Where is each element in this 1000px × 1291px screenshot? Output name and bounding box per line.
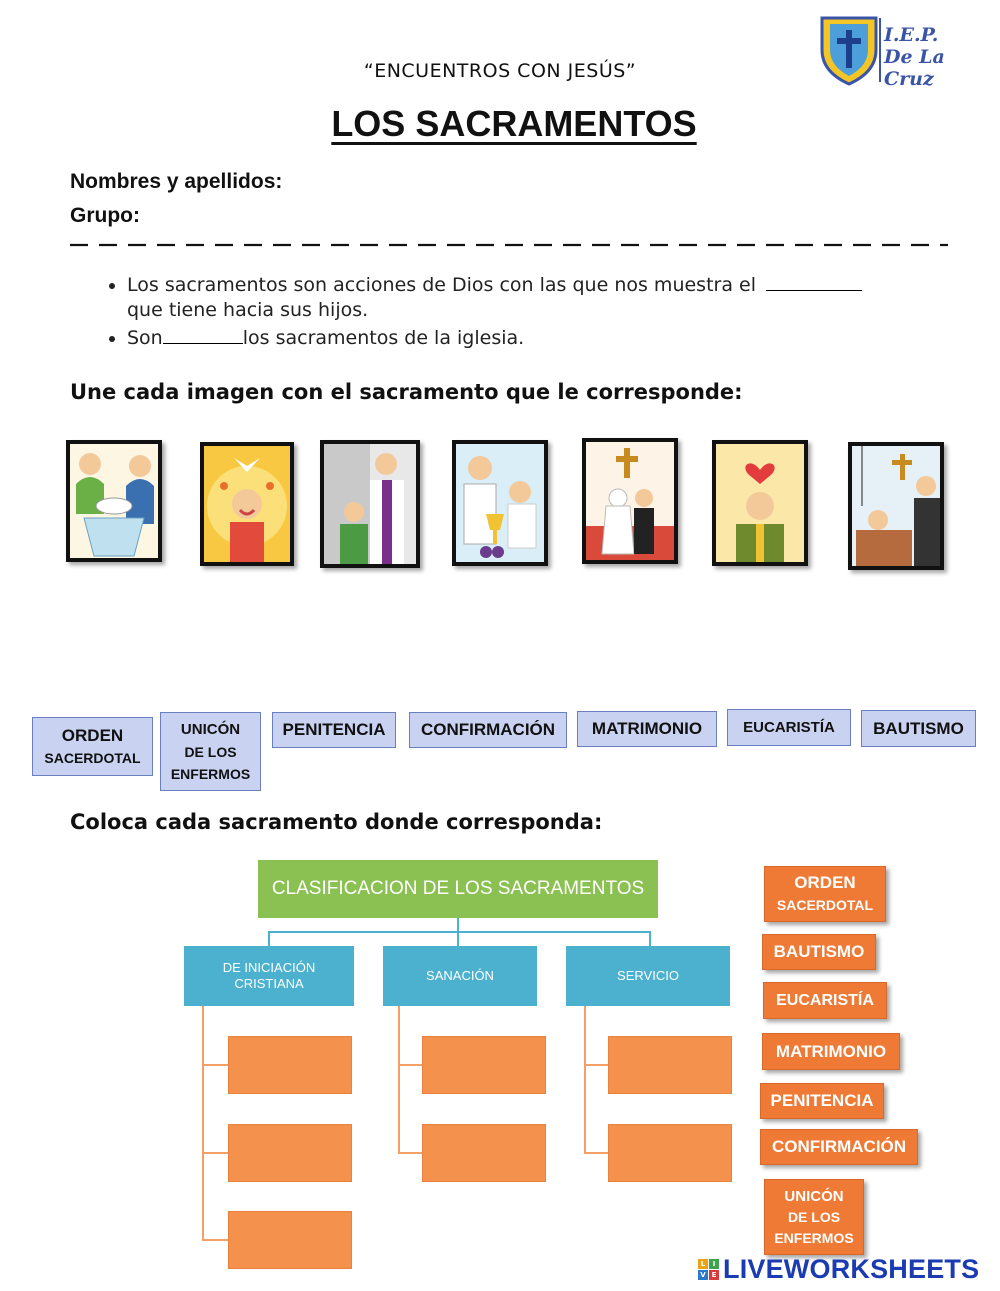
tile-label: MATRIMONIO [591,719,703,738]
worksheet-subtitle: “ENCUENTROS CON JESÚS” [363,60,637,82]
bracket-line [398,1152,422,1154]
dashed-divider [70,243,948,247]
orange-tile-confirmacion[interactable] [760,1129,918,1165]
orange-tile-uncion-enfermos[interactable] [764,1179,864,1255]
drop-zone-iniciacion-3[interactable] [228,1211,352,1269]
school-name-line2: De La Cruz [884,46,945,90]
brand-glyph: I [709,1259,719,1269]
connector [268,931,650,933]
baptism-icon [70,444,158,558]
tile-label: SACERDOTAL [44,749,141,766]
brand-glyph: V [698,1270,708,1280]
bracket-line [202,1006,204,1240]
orange-tile-bautismo[interactable] [762,934,876,970]
category-sanacion [383,946,537,1006]
tile-label: DE LOS [787,1208,841,1225]
bracket-line [398,1006,400,1154]
fact-text: Son [127,327,163,349]
fact-item [127,272,957,323]
confirmation-picture[interactable] [200,442,294,566]
category-servicio [566,946,730,1006]
fact-text: los sacramentos de la iglesia. [242,327,525,349]
category-label: CRISTIANA [234,976,304,991]
page-title: LOS SACRAMENTOS [331,103,697,144]
tile-eucaristia[interactable] [727,709,851,746]
liveworksheets-logo[interactable] [698,1254,979,1285]
tile-label: ORDEN [794,873,856,892]
liveworksheets-icon [698,1259,719,1280]
bracket-line [584,1064,608,1066]
fact-text-cont: que tiene hacia sus hijos. [127,299,369,321]
classify-heading: Coloca cada sacramento donde corresponda: [70,810,603,834]
drop-zone-sanacion-1[interactable] [422,1036,546,1094]
tile-confirmacion[interactable] [409,712,567,748]
drop-zone-iniciacion-1[interactable] [228,1036,352,1094]
category-iniciacion [184,946,354,1006]
orange-tile-orden-sacerdotal[interactable] [764,866,886,922]
blank-input[interactable] [163,325,243,344]
tile-label: UNICÓN [180,720,241,738]
tile-bautismo[interactable] [861,710,976,747]
brand-glyph: L [698,1259,708,1269]
eucharist-icon [456,444,544,562]
tile-label: PENITENCIA [770,1091,874,1110]
baptism-picture[interactable] [66,440,162,562]
school-name-line1: I.E.P. [884,24,939,46]
drop-zone-servicio-1[interactable] [608,1036,732,1094]
tile-label: BAUTISMO [873,718,964,738]
tile-label: BAUTISMO [773,942,865,961]
orange-tile-penitencia[interactable] [760,1083,884,1119]
fact-list [95,272,957,353]
fact-item [127,325,957,351]
connector [649,931,651,947]
holy-orders-picture[interactable] [712,440,808,566]
tile-label: DE LOS [184,743,237,760]
name-label: Nombres y apellidos: [70,170,283,193]
connector [457,918,459,932]
connector [268,931,270,947]
diagram-title: CLASIFICACION DE LOS SACRAMENTOS [258,860,658,918]
tile-label: UNICÓN [784,1187,844,1205]
matrimony-icon [586,442,674,560]
tile-label: ENFERMOS [170,765,251,782]
school-name [884,24,1000,90]
holy-orders-icon [716,444,804,562]
tile-label: SACERDOTAL [776,897,874,913]
anointing-icon [852,446,940,566]
anointing-picture[interactable] [848,442,944,570]
tile-uncion-enfermos[interactable] [160,712,261,791]
tile-label: MATRIMONIO [775,1041,887,1061]
fact-text: Los sacramentos son acciones de Dios con las que nos muestra el [127,274,756,296]
match-heading: Une cada imagen con el sacramento que le corresponde: [70,380,743,404]
tile-orden-sacerdotal[interactable] [32,717,153,776]
tile-label: ENFERMOS [774,1229,854,1246]
bracket-line [202,1152,228,1154]
category-label: DE INICIACIÓN [222,960,316,975]
penance-picture[interactable] [320,440,420,568]
brand-text: LIVEWORKSHEETS [723,1254,980,1284]
bracket-line [202,1239,228,1241]
confirmation-icon [204,446,290,562]
matrimony-picture[interactable] [582,438,678,564]
brand-glyph: E [709,1270,719,1280]
group-label: Grupo: [70,204,140,227]
tile-label: ORDEN [61,725,124,745]
blank-input[interactable] [766,272,862,291]
tile-penitencia[interactable] [272,712,396,748]
connector [457,931,459,947]
drop-zone-sanacion-2[interactable] [422,1124,546,1182]
tile-label: CONFIRMACIÓN [420,720,556,739]
orange-tile-matrimonio[interactable] [762,1033,900,1070]
bracket-line [584,1006,586,1154]
bracket-line [584,1152,608,1154]
orange-tile-eucaristia[interactable] [763,982,887,1019]
tile-matrimonio[interactable] [577,711,717,747]
category-label: SERVICIO [617,968,679,983]
tile-label: PENITENCIA [282,720,386,739]
bracket-line [202,1064,228,1066]
tile-label: EUCARISTÍA [743,718,835,736]
drop-zone-iniciacion-2[interactable] [228,1124,352,1182]
eucharist-picture[interactable] [452,440,548,566]
tile-label: CONFIRMACIÓN [771,1137,907,1156]
drop-zone-servicio-2[interactable] [608,1124,732,1182]
tile-label: EUCARISTÍA [776,991,874,1009]
bracket-line [398,1064,422,1066]
penance-icon [324,444,416,564]
category-label: SANACIÓN [426,968,494,983]
